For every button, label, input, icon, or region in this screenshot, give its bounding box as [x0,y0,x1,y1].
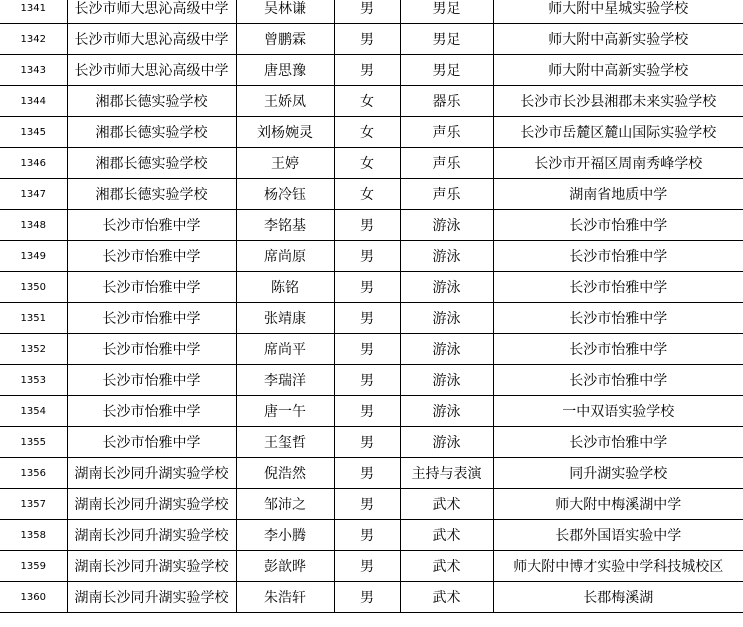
cell-specialty: 男足 [400,24,493,55]
cell-specialty: 游泳 [400,396,493,427]
cell-gender: 女 [334,148,400,179]
cell-gender: 男 [334,396,400,427]
cell-student-name: 王玺哲 [236,427,334,458]
cell-student-name: 席尚原 [236,241,334,272]
cell-current-school: 湖南长沙同升湖实验学校 [67,489,236,520]
cell-student-name: 刘杨婉灵 [236,117,334,148]
cell-student-name: 唐一午 [236,396,334,427]
cell-admitted-school: 长沙市怡雅中学 [493,210,743,241]
cell-specialty: 游泳 [400,427,493,458]
cell-specialty: 声乐 [400,117,493,148]
cell-number: 1359 [0,551,67,582]
cell-current-school: 长沙市怡雅中学 [67,396,236,427]
cell-specialty: 男足 [400,55,493,86]
cell-number: 1352 [0,334,67,365]
cell-current-school: 湘郡长德实验学校 [67,148,236,179]
cell-current-school: 长沙市怡雅中学 [67,427,236,458]
cell-specialty: 游泳 [400,241,493,272]
cell-number: 1356 [0,458,67,489]
cell-specialty: 武术 [400,551,493,582]
cell-admitted-school: 师大附中梅溪湖中学 [493,489,743,520]
table-row [0,148,743,179]
table-row [0,241,743,272]
cell-current-school: 湖南长沙同升湖实验学校 [67,582,236,613]
cell-number: 1349 [0,241,67,272]
cell-student-name: 倪浩然 [236,458,334,489]
cell-admitted-school: 师大附中博才实验中学科技城校区 [493,551,743,582]
cell-admitted-school: 长沙市怡雅中学 [493,241,743,272]
cell-specialty: 武术 [400,520,493,551]
cell-student-name: 唐思豫 [236,55,334,86]
cell-admitted-school: 湖南省地质中学 [493,179,743,210]
table-row [0,86,743,117]
cell-specialty: 声乐 [400,148,493,179]
cell-number: 1344 [0,86,67,117]
table-row [0,117,743,148]
table-row [0,272,743,303]
cell-student-name: 吴林谦 [236,0,334,24]
cell-number: 1342 [0,24,67,55]
cell-number: 1360 [0,582,67,613]
cell-student-name: 彭歆晔 [236,551,334,582]
cell-specialty: 器乐 [400,86,493,117]
cell-student-name: 邹沛之 [236,489,334,520]
cell-current-school: 长沙市师大思沁高级中学 [67,0,236,24]
cell-gender: 女 [334,117,400,148]
table-row [0,551,743,582]
cell-current-school: 长沙市师大思沁高级中学 [67,55,236,86]
cell-student-name: 李铭基 [236,210,334,241]
cell-admitted-school: 师大附中高新实验学校 [493,24,743,55]
cell-admitted-school: 长沙市怡雅中学 [493,303,743,334]
cell-specialty: 声乐 [400,179,493,210]
cell-student-name: 曾鹏霖 [236,24,334,55]
cell-gender: 男 [334,210,400,241]
cell-admitted-school: 师大附中高新实验学校 [493,55,743,86]
cell-student-name: 朱浩轩 [236,582,334,613]
cell-number: 1357 [0,489,67,520]
cell-gender: 男 [334,0,400,24]
cell-gender: 男 [334,520,400,551]
cell-current-school: 湖南长沙同升湖实验学校 [67,458,236,489]
cell-admitted-school: 长沙市岳麓区麓山国际实验学校 [493,117,743,148]
cell-current-school: 长沙市怡雅中学 [67,272,236,303]
cell-student-name: 王娇凤 [236,86,334,117]
cell-specialty: 武术 [400,582,493,613]
table-row [0,179,743,210]
cell-number: 1341 [0,0,67,24]
cell-student-name: 李瑞洋 [236,365,334,396]
cell-current-school: 湘郡长德实验学校 [67,179,236,210]
cell-current-school: 湖南长沙同升湖实验学校 [67,520,236,551]
cell-gender: 男 [334,334,400,365]
cell-specialty: 武术 [400,489,493,520]
cell-current-school: 长沙市怡雅中学 [67,365,236,396]
cell-admitted-school: 一中双语实验学校 [493,396,743,427]
cell-specialty: 游泳 [400,272,493,303]
cell-number: 1351 [0,303,67,334]
cell-gender: 男 [334,365,400,396]
cell-gender: 女 [334,86,400,117]
table-row [0,0,743,24]
table-row [0,489,743,520]
cell-specialty: 游泳 [400,303,493,334]
table-row [0,520,743,551]
table-row [0,582,743,613]
cell-gender: 男 [334,241,400,272]
cell-number: 1348 [0,210,67,241]
cell-current-school: 长沙市师大思沁高级中学 [67,24,236,55]
cell-gender: 女 [334,179,400,210]
cell-student-name: 李小腾 [236,520,334,551]
table-row [0,365,743,396]
cell-specialty: 游泳 [400,334,493,365]
cell-current-school: 湖南长沙同升湖实验学校 [67,551,236,582]
table-row [0,334,743,365]
cell-admitted-school: 师大附中星城实验学校 [493,0,743,24]
cell-specialty: 男足 [400,0,493,24]
table-row [0,24,743,55]
cell-admitted-school: 长沙市长沙县湘郡未来实验学校 [493,86,743,117]
cell-number: 1358 [0,520,67,551]
table-row [0,458,743,489]
cell-specialty: 游泳 [400,365,493,396]
cell-student-name: 陈铭 [236,272,334,303]
cell-student-name: 杨冷钰 [236,179,334,210]
cell-current-school: 长沙市怡雅中学 [67,334,236,365]
cell-number: 1343 [0,55,67,86]
cell-student-name: 席尚平 [236,334,334,365]
cell-gender: 男 [334,427,400,458]
cell-admitted-school: 长沙市怡雅中学 [493,334,743,365]
cell-gender: 男 [334,458,400,489]
cell-number: 1355 [0,427,67,458]
cell-current-school: 长沙市怡雅中学 [67,210,236,241]
cell-number: 1347 [0,179,67,210]
cell-current-school: 湘郡长德实验学校 [67,86,236,117]
cell-specialty: 主持与表演 [400,458,493,489]
cell-admitted-school: 长沙市怡雅中学 [493,272,743,303]
table-row [0,210,743,241]
cell-gender: 男 [334,272,400,303]
table-row [0,396,743,427]
cell-specialty: 游泳 [400,210,493,241]
cell-admitted-school: 长郡外国语实验中学 [493,520,743,551]
cell-gender: 男 [334,24,400,55]
cell-number: 1354 [0,396,67,427]
cell-admitted-school: 同升湖实验学校 [493,458,743,489]
cell-student-name: 张靖康 [236,303,334,334]
cell-gender: 男 [334,551,400,582]
cell-gender: 男 [334,489,400,520]
cell-admitted-school: 长沙市怡雅中学 [493,427,743,458]
cell-current-school: 湘郡长德实验学校 [67,117,236,148]
cell-admitted-school: 长沙市开福区周南秀峰学校 [493,148,743,179]
table-row [0,303,743,334]
cell-gender: 男 [334,55,400,86]
cell-current-school: 长沙市怡雅中学 [67,303,236,334]
cell-admitted-school: 长郡梅溪湖 [493,582,743,613]
cell-number: 1346 [0,148,67,179]
cell-admitted-school: 长沙市怡雅中学 [493,365,743,396]
cell-number: 1345 [0,117,67,148]
cell-current-school: 长沙市怡雅中学 [67,241,236,272]
cell-number: 1350 [0,272,67,303]
table-row [0,427,743,458]
cell-number: 1353 [0,365,67,396]
cell-gender: 男 [334,582,400,613]
table-row [0,55,743,86]
cell-student-name: 王婷 [236,148,334,179]
cell-gender: 男 [334,303,400,334]
